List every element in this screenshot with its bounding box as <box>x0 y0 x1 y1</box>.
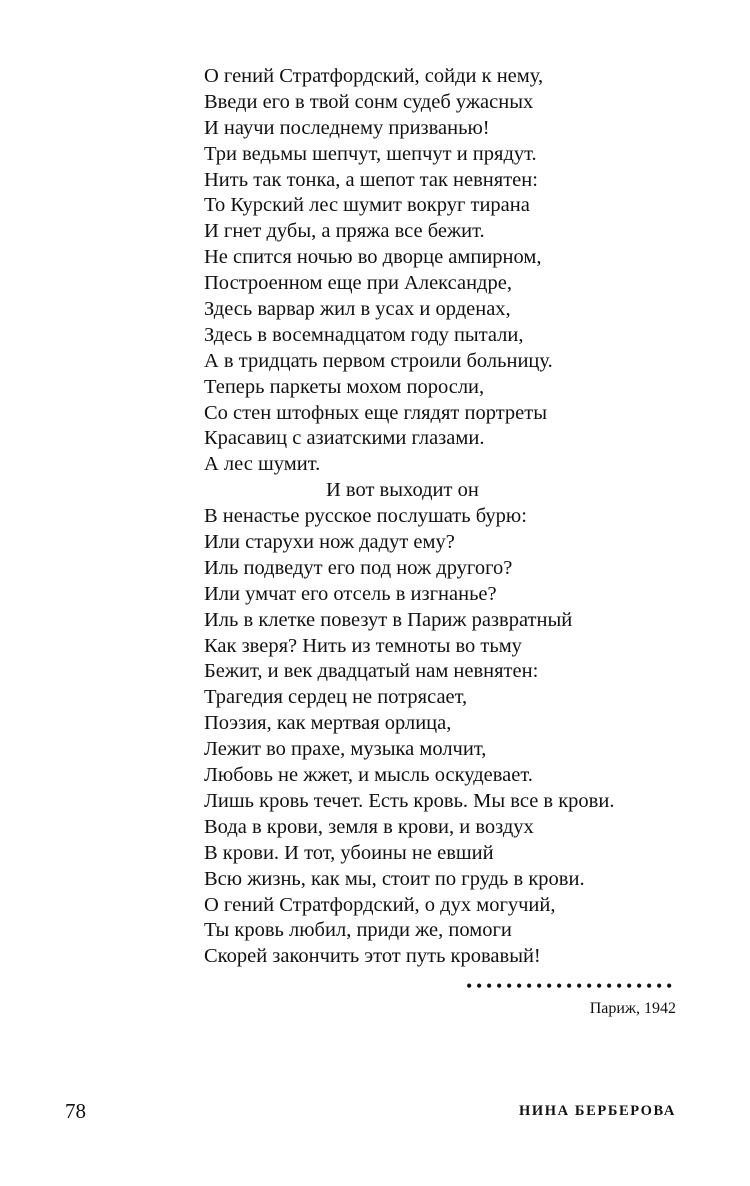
poem-line: И научи последнему призванью! <box>204 116 490 139</box>
page-number: 78 <box>65 1099 86 1123</box>
poem-line: Трагедия сердец не потрясает, <box>204 686 468 709</box>
place-date: Париж, 1942 <box>589 1000 676 1017</box>
running-footer-author: НИНА БЕРБЕРОВА <box>519 1103 676 1119</box>
poem-line: Здесь в восемнадцатом году пытали, <box>204 323 524 346</box>
poem-line: Как зверя? Нить из темноты во тьму <box>204 634 522 657</box>
poem-line: Скорей закончить этот путь кровавый! <box>204 945 541 968</box>
poem-line: В крови. И тот, убоины не евший <box>204 841 494 864</box>
poem-line: Красавиц с азиатскими глазами. <box>204 427 485 450</box>
poem-line: В ненастье русское послушать бурю: <box>204 505 527 528</box>
poem-line: Любовь не жжет, и мысль оскудевает. <box>204 764 533 787</box>
poem-line: Лишь кровь течет. Есть кровь. Мы все в крови. <box>204 789 615 812</box>
poem-line: Здесь варвар жил в усах и орденах, <box>204 298 511 321</box>
poem-line: И гнет дубы, а пряжа все бежит. <box>204 220 485 243</box>
poem-line: Лежит во прахе, музыка молчит, <box>204 738 487 761</box>
poem-line: Введи его в твой сонм судеб ужасных <box>204 90 534 113</box>
poem-line: То Курский лес шумит вокруг тирана <box>204 194 530 217</box>
poem-line: О гений Стратфордский, о дух могучий, <box>204 893 556 916</box>
poem-line: Иль подведут его под нож другого? <box>204 556 513 579</box>
poem-line: Не спится ночью во дворце ампирном, <box>204 246 542 269</box>
poem-line: А в тридцать первом строили больницу. <box>204 349 553 372</box>
poem-line: Или старухи нож дадут ему? <box>204 531 455 554</box>
dotted-divider: ••••••••••••••••••••• <box>465 976 676 996</box>
poem-line: Бежит, и век двадцатый нам невнятен: <box>204 660 539 683</box>
poem-line-indented: И вот выходит он <box>326 479 479 502</box>
poem-line: А лес шумит. <box>204 453 321 476</box>
poem-line: Вода в крови, земля в крови, и воздух <box>204 815 534 838</box>
poem-line: Поэзия, как мертвая орлица, <box>204 712 452 735</box>
poem-line: Ты кровь любил, приди же, помоги <box>204 919 512 942</box>
poem-line: Построенном еще при Александре, <box>204 272 512 295</box>
poem-line: Нить так тонка, а шепот так невнятен: <box>204 168 538 191</box>
poem-line: Со стен штофных еще глядят портреты <box>204 401 547 424</box>
poem-line: О гений Стратфордский, сойди к нему, <box>204 65 544 87</box>
poem-line: Теперь паркеты мохом поросли, <box>204 375 485 398</box>
poem-line: Или умчат его отсель в изгнанье? <box>204 582 497 605</box>
poem-line: Три ведьмы шепчут, шепчут и прядут. <box>204 142 537 165</box>
poem-line: Иль в клетке повезут в Париж развратный <box>204 608 573 631</box>
poem-line: Всю жизнь, как мы, стоит по грудь в крови. <box>204 867 585 890</box>
poem-body <box>204 64 614 970</box>
